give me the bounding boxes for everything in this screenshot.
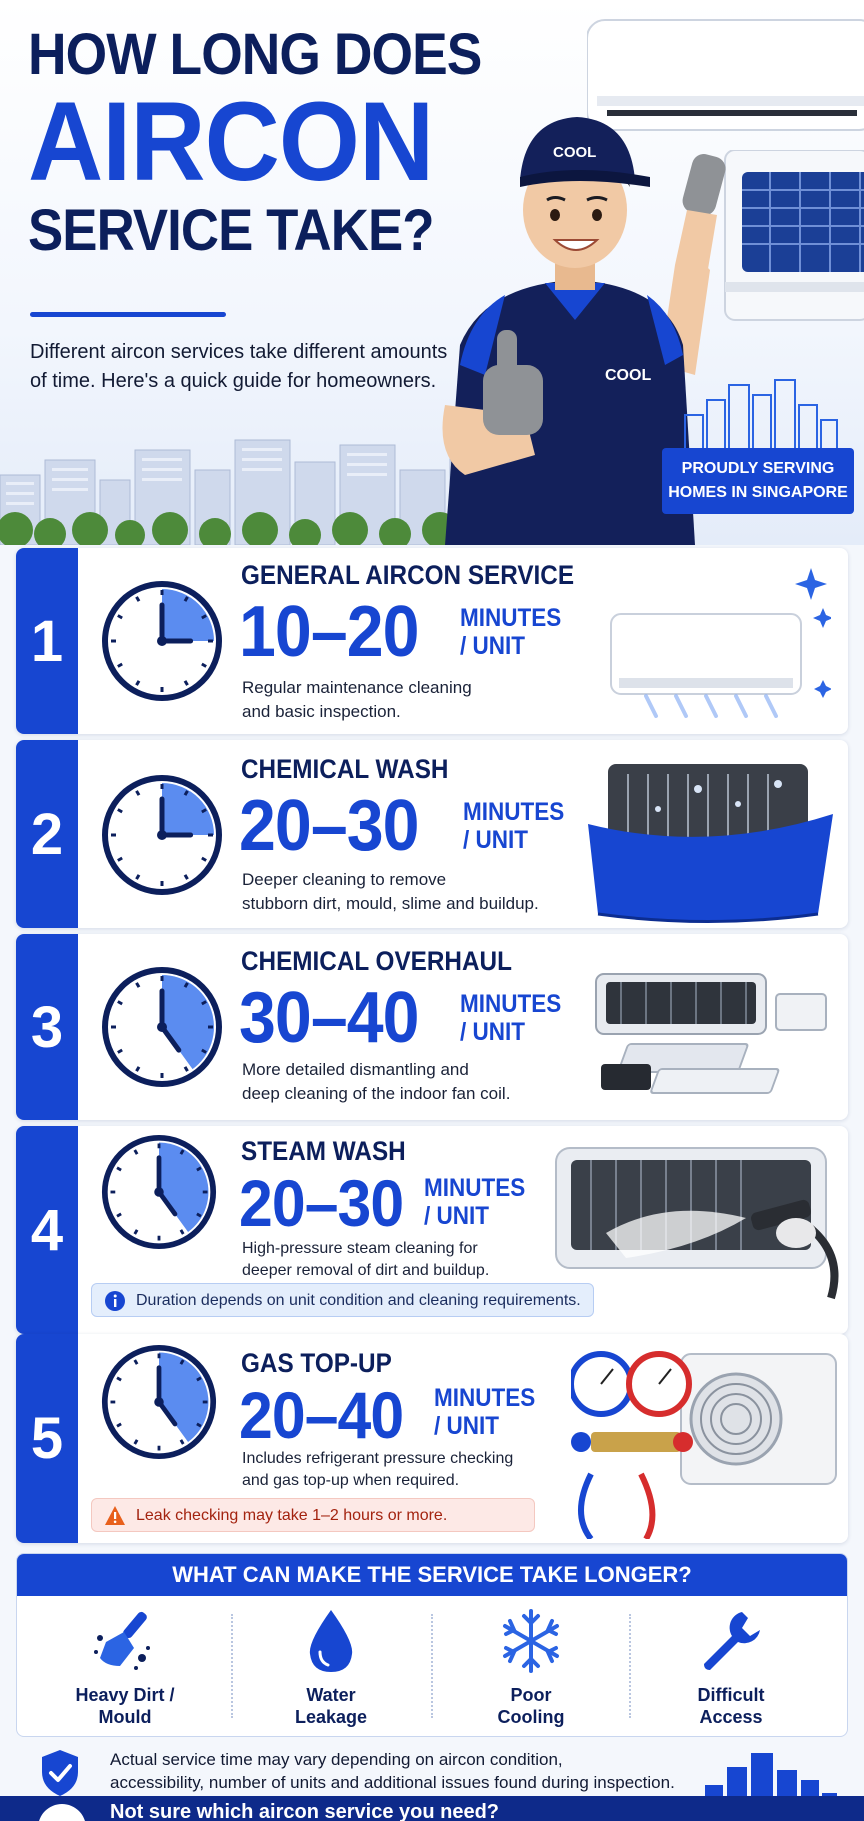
- aircon-unit-illustration: [591, 568, 831, 718]
- service-title: GAS TOP-UP: [241, 1348, 392, 1378]
- service-description: More detailed dismantling and deep cleaning of the indoor fan coil.: [242, 1060, 511, 1103]
- title-line-2: AIRCON: [28, 79, 434, 204]
- factors-list: [17, 1596, 847, 1737]
- dismantled-aircon-illustration: [591, 954, 831, 1104]
- service-number: 4: [16, 1126, 78, 1334]
- service-duration: 30–40: [239, 978, 419, 1058]
- factor-label: Difficult Access: [697, 1685, 765, 1727]
- badge-line-1: PROUDLY SERVING: [681, 460, 835, 477]
- steam-cleaner-illustration: [546, 1138, 846, 1303]
- city-icon: [675, 375, 845, 450]
- chemical-wash-bag-illustration: [588, 754, 833, 924]
- service-description: Deeper cleaning to remove stubborn dirt, mould, slime and buildup.: [242, 870, 539, 913]
- longer-factors-section: [16, 1553, 848, 1737]
- title-underline: [30, 312, 226, 317]
- service-number: 2: [16, 740, 78, 928]
- duration-info-note: [91, 1283, 594, 1317]
- service-title: STEAM WASH: [241, 1136, 406, 1166]
- hero-subtitle: Different aircon services take different amounts of time. Here's a quick guide for homeowners.: [30, 341, 448, 392]
- duration-unit: MINUTES / UNIT: [424, 1174, 526, 1230]
- shirt-logo: COOL: [605, 367, 652, 384]
- info-icon: [104, 1290, 126, 1312]
- service-number: 1: [16, 548, 78, 734]
- duration-unit: MINUTES / UNIT: [460, 604, 562, 660]
- brush-icon: [92, 1608, 158, 1674]
- service-card-general: [16, 548, 848, 734]
- service-description: Regular maintenance cleaning and basic inspection.: [242, 678, 472, 721]
- factor-label: Water Leakage: [294, 1685, 368, 1727]
- factor-difficult-access: [631, 1596, 831, 1737]
- service-duration: 20–40: [239, 1378, 404, 1452]
- water-drop-icon: [298, 1608, 364, 1674]
- service-description: Includes refrigerant pressure checking and gas top-up when required.: [242, 1450, 514, 1489]
- hero-section: [0, 0, 864, 545]
- service-title: GENERAL AIRCON SERVICE: [241, 560, 575, 590]
- service-duration: 20–30: [239, 786, 419, 866]
- clock-icon: [101, 580, 223, 702]
- open-aircon-filter-illustration: [720, 150, 864, 325]
- service-card-chemical-overhaul: [16, 934, 848, 1120]
- clock-elapsed-wedge: [162, 783, 214, 835]
- factor-poor-cooling: [431, 1596, 631, 1737]
- cap-logo: COOL: [553, 144, 597, 161]
- service-card-gas-topup: [16, 1334, 848, 1543]
- clock-icon: [101, 1344, 217, 1460]
- duration-unit: MINUTES / UNIT: [434, 1384, 536, 1440]
- clock-icon: [101, 966, 223, 1088]
- service-title: CHEMICAL WASH: [241, 754, 449, 784]
- leak-warning-note: [91, 1498, 535, 1532]
- service-card-chemical-wash: [16, 740, 848, 928]
- section-heading: WHAT CAN MAKE THE SERVICE TAKE LONGER?: [17, 1554, 847, 1596]
- factor-label: Poor Cooling: [497, 1685, 565, 1727]
- service-duration: 10–20: [239, 592, 419, 672]
- title-line-1: HOW LONG DOES: [28, 22, 482, 87]
- service-number: 3: [16, 934, 78, 1120]
- snowflake-icon: [498, 1608, 564, 1674]
- note-text: Duration depends on unit condition and cleaning requirements.: [136, 1292, 581, 1309]
- singapore-badge: [662, 448, 854, 514]
- service-card-steam-wash: [16, 1126, 848, 1334]
- warning-icon: [104, 1505, 126, 1527]
- duration-unit: MINUTES / UNIT: [463, 798, 565, 854]
- service-title: CHEMICAL OVERHAUL: [241, 946, 512, 976]
- service-description: High-pressure steam cleaning for deeper removal of dirt and buildup.: [242, 1240, 490, 1279]
- wrench-icon: [698, 1608, 764, 1674]
- clock-elapsed-wedge: [162, 589, 214, 641]
- cta-text[interactable]: Not sure which aircon service you need?: [110, 1801, 500, 1821]
- service-time-disclaimer: Actual service time may vary depending on aircon condition, accessibility, number of units and additional issues found during inspection.: [110, 1750, 675, 1792]
- title-line-3: SERVICE TAKE?: [28, 198, 434, 263]
- factor-label: Heavy Dirt / Mould: [75, 1685, 175, 1727]
- service-number: 5: [16, 1334, 78, 1543]
- note-text: Leak checking may take 1–2 hours or more.: [136, 1507, 448, 1524]
- gas-gauge-and-compressor-illustration: [571, 1344, 841, 1539]
- factor-heavy-dirt: [25, 1596, 225, 1737]
- clock-icon: [101, 774, 223, 896]
- service-duration: 20–30: [239, 1166, 404, 1240]
- factor-water-leakage: [231, 1596, 431, 1737]
- badge-line-2: HOMES IN SINGAPORE: [668, 484, 848, 501]
- shield-check-icon: [38, 1748, 82, 1798]
- duration-unit: MINUTES / UNIT: [460, 990, 562, 1046]
- clock-icon: [101, 1134, 217, 1250]
